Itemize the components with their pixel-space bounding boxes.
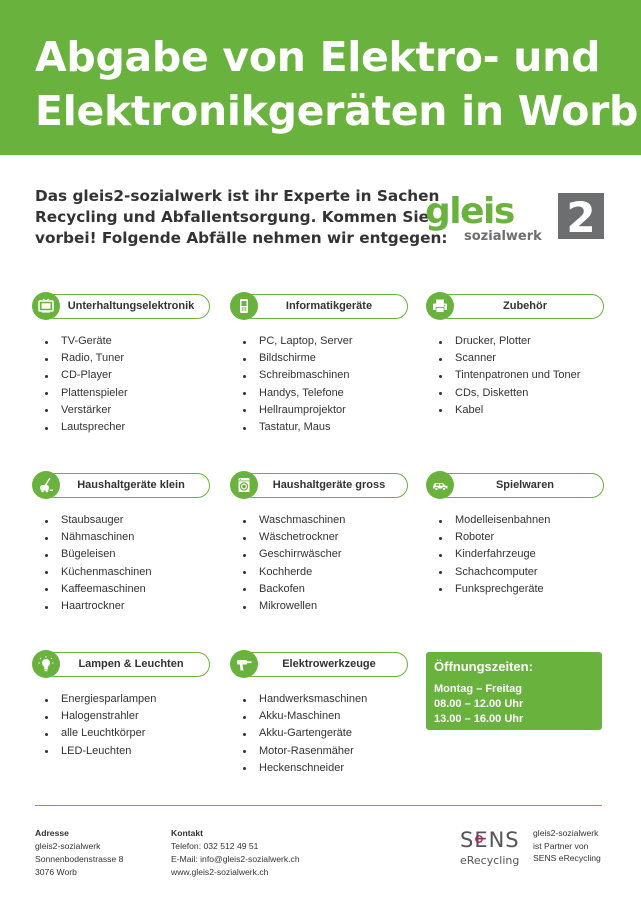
printer-icon [426, 292, 454, 320]
list-item: Bügeleisen [45, 546, 210, 563]
list-item: Motor-Rasenmäher [243, 743, 408, 760]
contact-website[interactable]: www.gleis2-sozialwerk.ch [171, 867, 269, 877]
category-zubehoer [426, 294, 604, 419]
list-item: Lautsprecher [45, 419, 210, 436]
category-item-list [32, 512, 210, 615]
list-item: TV-Geräte [45, 333, 210, 350]
list-item: Haartrockner [45, 598, 210, 615]
list-item: Hellraumprojektor [243, 402, 408, 419]
category-pill [240, 473, 408, 498]
footer-address [35, 827, 123, 879]
vacuum-cleaner-icon [32, 471, 60, 499]
sens-logo-word: SENS [460, 828, 520, 852]
logo-sub: sozialwerk [464, 229, 542, 244]
list-item: Geschirrwäscher [243, 546, 408, 563]
category-label: Informatikgeräte [285, 300, 373, 312]
list-item: Waschmaschinen [243, 512, 408, 529]
footer-contact [171, 827, 300, 879]
address-city: 3076 Worb [35, 867, 77, 877]
list-item: Schreibmaschinen [243, 367, 408, 384]
address-name: gleis2-sozialwerk [35, 841, 101, 851]
list-item: Kochherde [243, 564, 408, 581]
category-label: Haushaltgeräte gross [272, 479, 386, 491]
opening-hours-box [426, 652, 602, 730]
address-title: Adresse [35, 828, 69, 838]
category-item-list [426, 512, 604, 598]
contact-email[interactable]: E-Mail: info@gleis2-sozialwerk.ch [171, 854, 300, 864]
category-pill [436, 294, 604, 319]
list-item: CD-Player [45, 367, 210, 384]
category-elektrowerkzeuge [230, 652, 408, 777]
list-item: Backofen [243, 581, 408, 598]
footer-partner-note [533, 827, 601, 865]
list-item: Drucker, Plotter [439, 333, 604, 350]
sens-erecycling-logo [458, 825, 528, 869]
contact-title: Kontakt [171, 828, 203, 838]
list-item: Roboter [439, 529, 604, 546]
category-item-list [32, 333, 210, 436]
list-item: Mikrowellen [243, 598, 408, 615]
washing-machine-icon [230, 471, 258, 499]
category-item-list [426, 333, 604, 419]
category-lampen-leuchten [32, 652, 210, 760]
opening-hours-days: Montag – Freitag [434, 683, 523, 695]
category-unterhaltungselektronik [32, 294, 210, 436]
list-item: Nähmaschinen [45, 529, 210, 546]
list-item: Wäschetrockner [243, 529, 408, 546]
intro-line-3: vorbei! Folgende Abfälle nehmen wir entgegen: [35, 229, 448, 247]
list-item: Schachcomputer [439, 564, 604, 581]
list-item: Verstärker [45, 402, 210, 419]
page-title [35, 30, 641, 138]
category-pill [240, 294, 408, 319]
list-item: alle Leuchtkörper [45, 725, 210, 742]
partner-line-1: gleis2-sozialwerk [533, 828, 599, 838]
category-item-list [230, 691, 408, 777]
tv-icon [32, 292, 60, 320]
list-item: Bildschirme [243, 350, 408, 367]
page-title-line-2: Elektronikgeräten in Worb [35, 87, 639, 135]
category-item-list [230, 333, 408, 436]
logo-number: 2 [566, 193, 596, 242]
light-bulb-icon [32, 650, 60, 678]
category-haushaltgeraete-klein [32, 473, 210, 615]
drill-icon [230, 650, 258, 678]
contact-phone: Telefon: 032 512 49 51 [171, 841, 259, 851]
logo-word: gleis [425, 192, 514, 232]
gleis2-logo [425, 192, 605, 244]
mobile-phone-icon [230, 292, 258, 320]
category-label: Haushaltgeräte klein [77, 479, 185, 491]
sens-logo-sub: eRecycling [460, 854, 520, 867]
address-street: Sonnenbodenstrasse 8 [35, 854, 124, 864]
list-item: LED-Leuchten [45, 743, 210, 760]
category-label: Unterhaltungselektronik [67, 300, 195, 312]
opening-hours-afternoon: 13.00 – 16.00 Uhr [434, 713, 524, 725]
category-pill [42, 294, 210, 319]
list-item: Halogenstrahler [45, 708, 210, 725]
list-item: Akku-Maschinen [243, 708, 408, 725]
category-haushaltgeraete-gross [230, 473, 408, 615]
list-item: Akku-Gartengeräte [243, 725, 408, 742]
category-pill [42, 652, 210, 677]
list-item: Modelleisenbahnen [439, 512, 604, 529]
list-item: Tastatur, Maus [243, 419, 408, 436]
list-item: CDs, Disketten [439, 385, 604, 402]
list-item: Tintenpatronen und Toner [439, 367, 604, 384]
category-pill [42, 473, 210, 498]
footer-divider [35, 805, 602, 806]
header-banner [0, 0, 641, 155]
category-spielwaren [426, 473, 604, 598]
category-label: Elektrowerkzeuge [282, 658, 376, 670]
intro-text [35, 186, 448, 249]
category-item-list [230, 512, 408, 615]
list-item: Scanner [439, 350, 604, 367]
list-item: Handys, Telefone [243, 385, 408, 402]
list-item: PC, Laptop, Server [243, 333, 408, 350]
page-title-line-1: Abgabe von Elektro- und [35, 33, 601, 81]
list-item: Staubsauger [45, 512, 210, 529]
intro-line-2: Recycling und Abfallentsorgung. Kommen Sie [35, 208, 429, 226]
category-label: Zubehör [503, 300, 547, 312]
list-item: Kinderfahrzeuge [439, 546, 604, 563]
partner-line-3: SENS eRecycling [533, 853, 601, 863]
partner-line-2: ist Partner von [533, 840, 589, 851]
category-informatikgeraete [230, 294, 408, 436]
list-item: Kaffeemaschinen [45, 581, 210, 598]
category-label: Spielwaren [495, 479, 555, 491]
opening-hours-title: Öffnungszeiten: [434, 659, 533, 674]
category-pill [436, 473, 604, 498]
list-item: Radio, Tuner [45, 350, 210, 367]
opening-hours-morning: 08.00 – 12.00 Uhr [434, 698, 524, 710]
list-item: Plattenspieler [45, 385, 210, 402]
list-item: Heckenschneider [243, 760, 408, 777]
intro-line-1: Das gleis2-sozialwerk ist ihr Experte in Sachen [35, 187, 440, 205]
list-item: Energiesparlampen [45, 691, 210, 708]
list-item: Handwerksmaschinen [243, 691, 408, 708]
toy-car-icon [426, 471, 454, 499]
list-item: Küchenmaschinen [45, 564, 210, 581]
category-pill [240, 652, 408, 677]
category-label: Lampen & Leuchten [78, 658, 184, 670]
list-item: Funksprechgeräte [439, 581, 604, 598]
category-item-list [32, 691, 210, 760]
list-item: Kabel [439, 402, 604, 419]
